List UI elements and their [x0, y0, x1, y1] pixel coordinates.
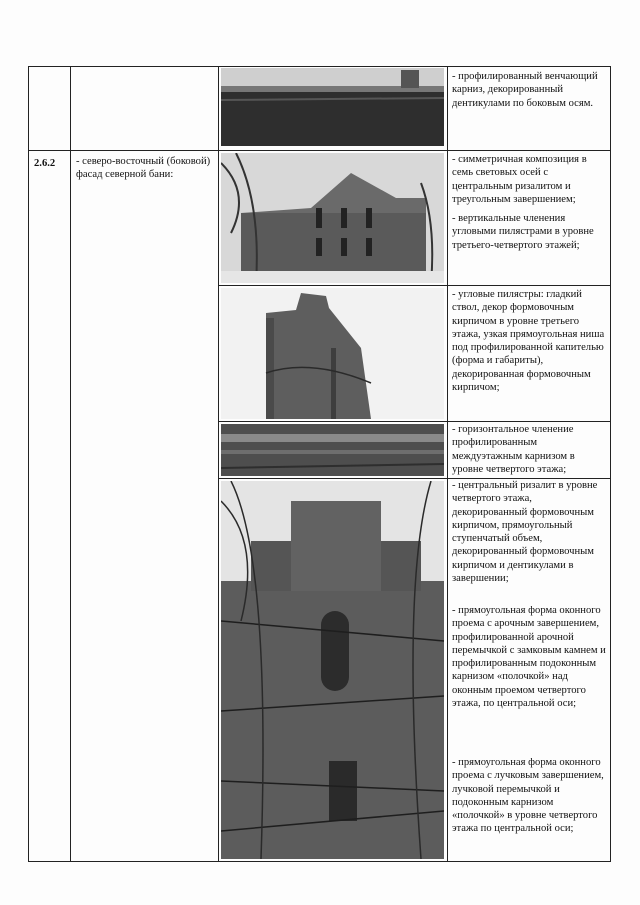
- element-description: - профилированный венчающий карниз, декорированный дентикулами по боковым осям.: [452, 71, 598, 109]
- column-divider: [70, 66, 71, 862]
- table-border-bottom: [28, 861, 610, 862]
- photo-facade-overview: [221, 153, 444, 283]
- table-border-top: [28, 66, 610, 67]
- row-divider: [218, 421, 610, 422]
- element-description: - центральный ризалит в уровне четвертого этажа, декорированный формовочным кирпичом, прямоугольный ступенчатый объем, декорированный формовочным кирпичом и дентикулами в завершении;: [452, 480, 598, 585]
- element-description: - симметричная композиция в семь световых осей с центральным ризалитом и треугольным завершением;: [452, 154, 587, 205]
- element-description: - угловые пилястры: гладкий ствол, декор формовочным кирпичом в уровне третьего этажа, узкая прямоугольная ниша под профилированной капителью (форма и габариты), декорированная формовочным кирпичом;: [452, 289, 605, 394]
- element-description: - прямоугольная форма оконного проема с арочным завершением, профилированной арочной перемычкой с замковым камнем и профилированным подоконным карнизом «полочкой» над оконным проемом четвертого этажа, по центральной оси;: [452, 605, 606, 710]
- row-number: 2.6.2: [34, 158, 56, 169]
- table-border-right: [610, 66, 611, 862]
- description-table: [28, 66, 610, 862]
- column-divider: [218, 66, 219, 862]
- element-description: - вертикальные членения угловыми пилястрами в уровне третьего-четвертого этажей;: [452, 213, 594, 251]
- element-description: - прямоугольная форма оконного проема с лучковым завершением, лучковой перемычкой и подоконным карнизом «полочкой» в уровне четвертого этажа по центральной оси;: [452, 757, 604, 835]
- element-description: - горизонтальное членение профилированным междуэтажным карнизом в уровне четвертого этажа;: [452, 424, 575, 475]
- photo-corner-pilaster: [221, 288, 444, 419]
- photo-interfloor-cornice: [221, 424, 444, 476]
- photo-central-risalit: [221, 481, 444, 859]
- row-divider: [28, 150, 610, 151]
- column-divider: [447, 66, 448, 862]
- row-divider: [218, 285, 610, 286]
- element-name: - северо-восточный (боковой) фасад северной бани:: [76, 156, 211, 181]
- table-border-left: [28, 66, 29, 862]
- photo-cornice: [221, 68, 444, 146]
